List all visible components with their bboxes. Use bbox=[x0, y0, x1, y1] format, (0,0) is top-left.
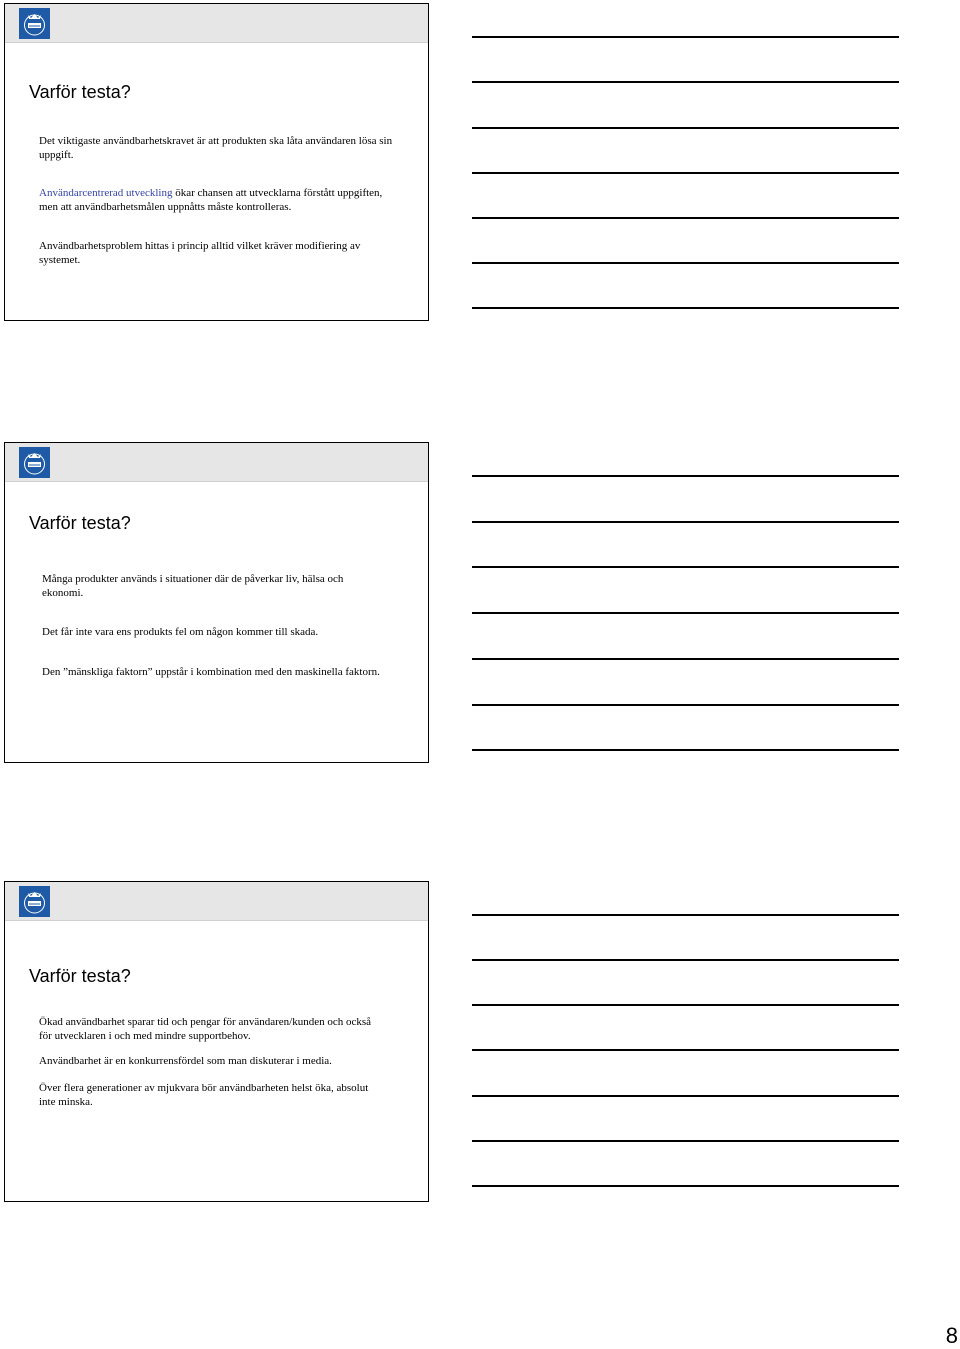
note-line bbox=[472, 172, 899, 174]
note-line bbox=[472, 1095, 899, 1097]
kth-logo-icon bbox=[19, 886, 50, 917]
note-line bbox=[472, 127, 899, 129]
kth-logo-icon bbox=[19, 447, 50, 478]
note-line bbox=[472, 475, 899, 477]
note-line bbox=[472, 36, 899, 38]
slide-1 bbox=[4, 3, 429, 321]
page-number: 8 bbox=[945, 1323, 958, 1348]
slide-header bbox=[5, 443, 428, 482]
slide-title: Varför testa? bbox=[29, 966, 131, 986]
slide-text: Många produkter används i situationer där de påverkar liv, hälsa och ekonomi. bbox=[42, 573, 344, 599]
note-line bbox=[472, 262, 899, 264]
note-line bbox=[472, 749, 899, 751]
slide-3 bbox=[4, 881, 429, 1202]
slide-text: Den ”mänskliga faktorn” uppstår i kombination med den maskinella faktorn. bbox=[42, 666, 380, 678]
slide-2 bbox=[4, 442, 429, 763]
slide-text: Användbarhet är en konkurrensfördel som man diskuterar i media. bbox=[39, 1055, 332, 1067]
note-line bbox=[472, 914, 899, 916]
slide-title: Varför testa? bbox=[29, 82, 131, 102]
note-line bbox=[472, 704, 899, 706]
note-line bbox=[472, 959, 899, 961]
slide-text: Användbarhetsproblem hittas i princip alltid vilket kräver modifiering av systemet. bbox=[39, 240, 361, 266]
slide-header bbox=[5, 882, 428, 921]
note-line bbox=[472, 521, 899, 523]
slide-text: Över flera generationer av mjukvara bör användbarheten helst öka, absolut inte minska. bbox=[39, 1082, 369, 1108]
note-line bbox=[472, 658, 899, 660]
slide-text: Det viktigaste användbarhetskravet är att produkten ska låta användaren lösa sin uppgift. bbox=[39, 135, 393, 161]
note-line bbox=[472, 1140, 899, 1142]
note-line bbox=[472, 612, 899, 614]
note-line bbox=[472, 1185, 899, 1187]
note-line bbox=[472, 1004, 899, 1006]
slide-text: Ökad användbarhet sparar tid och pengar för användaren/kunden och också för utvecklaren i och med mindre supportbehov. bbox=[39, 1016, 372, 1042]
slide-text-rest: ökar chansen att utvecklarna förstått uppgiften, men att användbarhetsmålen uppnåtts måste kontrolleras. bbox=[39, 187, 383, 213]
slide-text: Det får inte vara ens produkts fel om någon kommer till skada. bbox=[42, 626, 319, 638]
kth-logo-icon bbox=[19, 8, 50, 39]
note-line bbox=[472, 307, 899, 309]
note-line bbox=[472, 566, 899, 568]
note-line bbox=[472, 1049, 899, 1051]
slide-title: Varför testa? bbox=[29, 513, 131, 533]
note-line bbox=[472, 81, 899, 83]
link-text[interactable]: Användarcentrerad utveckling bbox=[39, 187, 173, 199]
note-line bbox=[472, 217, 899, 219]
slide-text bbox=[39, 187, 399, 214]
slide-header bbox=[5, 4, 428, 43]
